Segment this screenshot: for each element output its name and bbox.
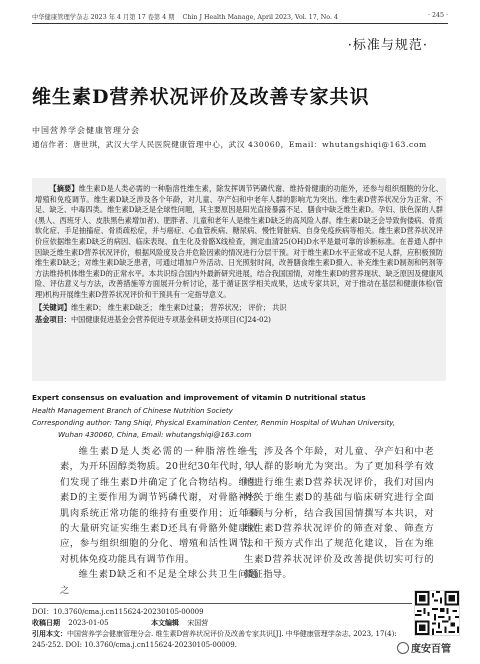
citation <box>32 629 412 650</box>
english-title: Expert consensus on evaluation and improvement of vitamin D nutritional status <box>32 393 366 402</box>
english-corr-line-1: Corresponding author: Tang Shiqi, Physical Examination Center, Renmin Hospital of Wuhan University, <box>32 418 396 427</box>
watermark <box>397 640 451 655</box>
author-organization: 中国营养学会健康管理分会 <box>32 126 140 135</box>
citation-label: 引用本文： <box>32 629 67 638</box>
fund-text: 中国健康促进基金会营养促进专项基金科研支持项目(CJ24-02) <box>70 314 271 324</box>
english-branch: Health Management Branch of Chinese Nutrition Society <box>32 406 233 415</box>
watermark-text: 度安百管 <box>411 644 451 655</box>
qr-code[interactable] <box>414 590 460 636</box>
body-left-column <box>60 444 258 598</box>
body-right-column <box>244 444 434 583</box>
editor-label: 本文编辑 <box>151 618 180 627</box>
footer-rule <box>32 603 412 604</box>
english-corr-line-2: Wuhan 430060, China, Email: whutangshiqi@163.com <box>58 430 252 439</box>
correspondence: 通信作者：唐世琪，武汉大学人民医院健康管理中心，武汉 430060，Email：whutangshiqi@163.com <box>32 140 427 149</box>
received-date: 2023-01-05 <box>68 619 109 627</box>
received-label: 收稿日期 <box>32 618 60 627</box>
body-paragraph: 一，涉及各个年龄，对儿童、孕产妇和中老年人群的影响尤为突出。为了更加科学有效地进行维生素D营养状况评价，我们对国内外关于维生素D的基础与临床研究进行全面回顾与分析，结合我国国情撰写本共识，对维生素D营养状况评价的筛查对象、筛查方法和干预方式作出了规范化建议，旨在为维生素D营养状况评价及改善提供切实可行的循证指导。 <box>244 446 434 581</box>
running-header <box>32 12 448 21</box>
body-paragraph: 维生素D缺乏和不足是全球公共卫生问题之 <box>60 569 258 596</box>
abstract-label: 【摘要】 <box>49 184 79 193</box>
abstract-box <box>32 178 446 381</box>
body-paragraph: 维生素D是人类必需的一种脂溶性维生素，为开环固醇类物质。20世纪30年代时，人们发现了维生素D并确定了化合物结构。维生素D的主要作用为调节钙磷代谢，对骨骼神经肌肉系统正常功能的维持有重要作用；近年来的大量研究证实维生素D还具有骨骼外健康效应，参与组织细胞的分化、增殖和活性调节，对机体免疫功能具有调节作用。 <box>60 446 258 565</box>
fund-info <box>35 314 443 325</box>
wechat-icon <box>397 642 409 654</box>
doi: DOI：10.3760/cma.j.cn115624-20230105-00009 <box>32 608 204 616</box>
keywords <box>35 302 443 313</box>
citation-text: 中国营养学会健康管理分会. 维生素D营养状况评价及改善专家共识[J]. 中华健康管理学杂志, 2023, 17(4): 245-252. DOI: 10.3760/cma.j.cn115624-20230105-00009. <box>32 630 397 649</box>
editor-name: 宋国营 <box>187 619 209 627</box>
qr-code-graphic <box>415 591 459 635</box>
page-number: · 245 · <box>427 12 448 19</box>
fund-label: 基金项目： <box>35 314 71 324</box>
abstract-text: 维生素D是人类必需的一种脂溶性维生素，除发挥调节钙磷代谢、维持骨健康的功能外，还参与组织细胞的分化、增殖和免疫调节。维生素D缺乏涉及各个年龄，对儿童、孕产妇和中老年人群的影响尤为突出。维生素D营养状况分为正常、不足、缺乏、中毒四类。维生素D缺乏是全球性问题，其主要原因是阳光直接暴露不足、膳食中缺乏维生素D。孕妇、肤色深的人群(黑人、西班牙人、皮肤黑色素增加者)、肥胖者、儿童和老年人是维生素D缺乏的高风险人群。维生素D缺乏会导致佝偻病、骨质软化症、手足抽搐症、骨质疏松症，并与癌症、心血管疾病、糖尿病、慢性肾脏病、自身免疫疾病等相关。维生素D营养状况评价应依据维生素D缺乏的病因、临床表现、血生化及骨骼X线检查，测定血清25(OH)D水平是最可靠的诊断标准。在普通人群中因缺乏维生素D营养状况评价，根据风险度及合并危险因素的情况进行分层干预。对于维生素D水平正常或不足人群，应积极预防维生素D缺乏；对维生素D缺乏患者，可通过增加户外活动、日光照射时间，改善膳食维生素D摄入、补充维生素D制剂和钙剂等方法维持机体维生素D的正常水平。本共识综合国内外最新研究进展，结合我国国情，对维生素D的营养现状、缺乏原因及健康风险、评估意义与方法，改善措施等方面展开分析讨论，基于循证医学相关成果，达成专家共识，对于推动在基层和健康体检(管理)机构开展维生素D营养状况评价和干预具有一定指导意义。 <box>35 184 443 299</box>
journal-name-cn: 中华健康管理学杂志 2023 年 4 月第 17 卷第 4 期 <box>32 14 175 21</box>
abstract <box>35 184 443 301</box>
section-rubric: ·标准与规范· <box>347 38 428 53</box>
article-title: 维生素D营养状况评价及改善专家共识 <box>32 86 370 108</box>
journal-name-en: Chin J Health Manage, April 2023, Vol. 17, No. 4 <box>182 14 339 21</box>
keywords-label: 【关键词】 <box>35 302 71 312</box>
header-rule <box>32 23 448 24</box>
received-line <box>32 618 208 629</box>
keywords-text: 维生素D； 维生素D缺乏； 维生素D过量； 营养状况； 评价； 共识 <box>70 302 287 312</box>
